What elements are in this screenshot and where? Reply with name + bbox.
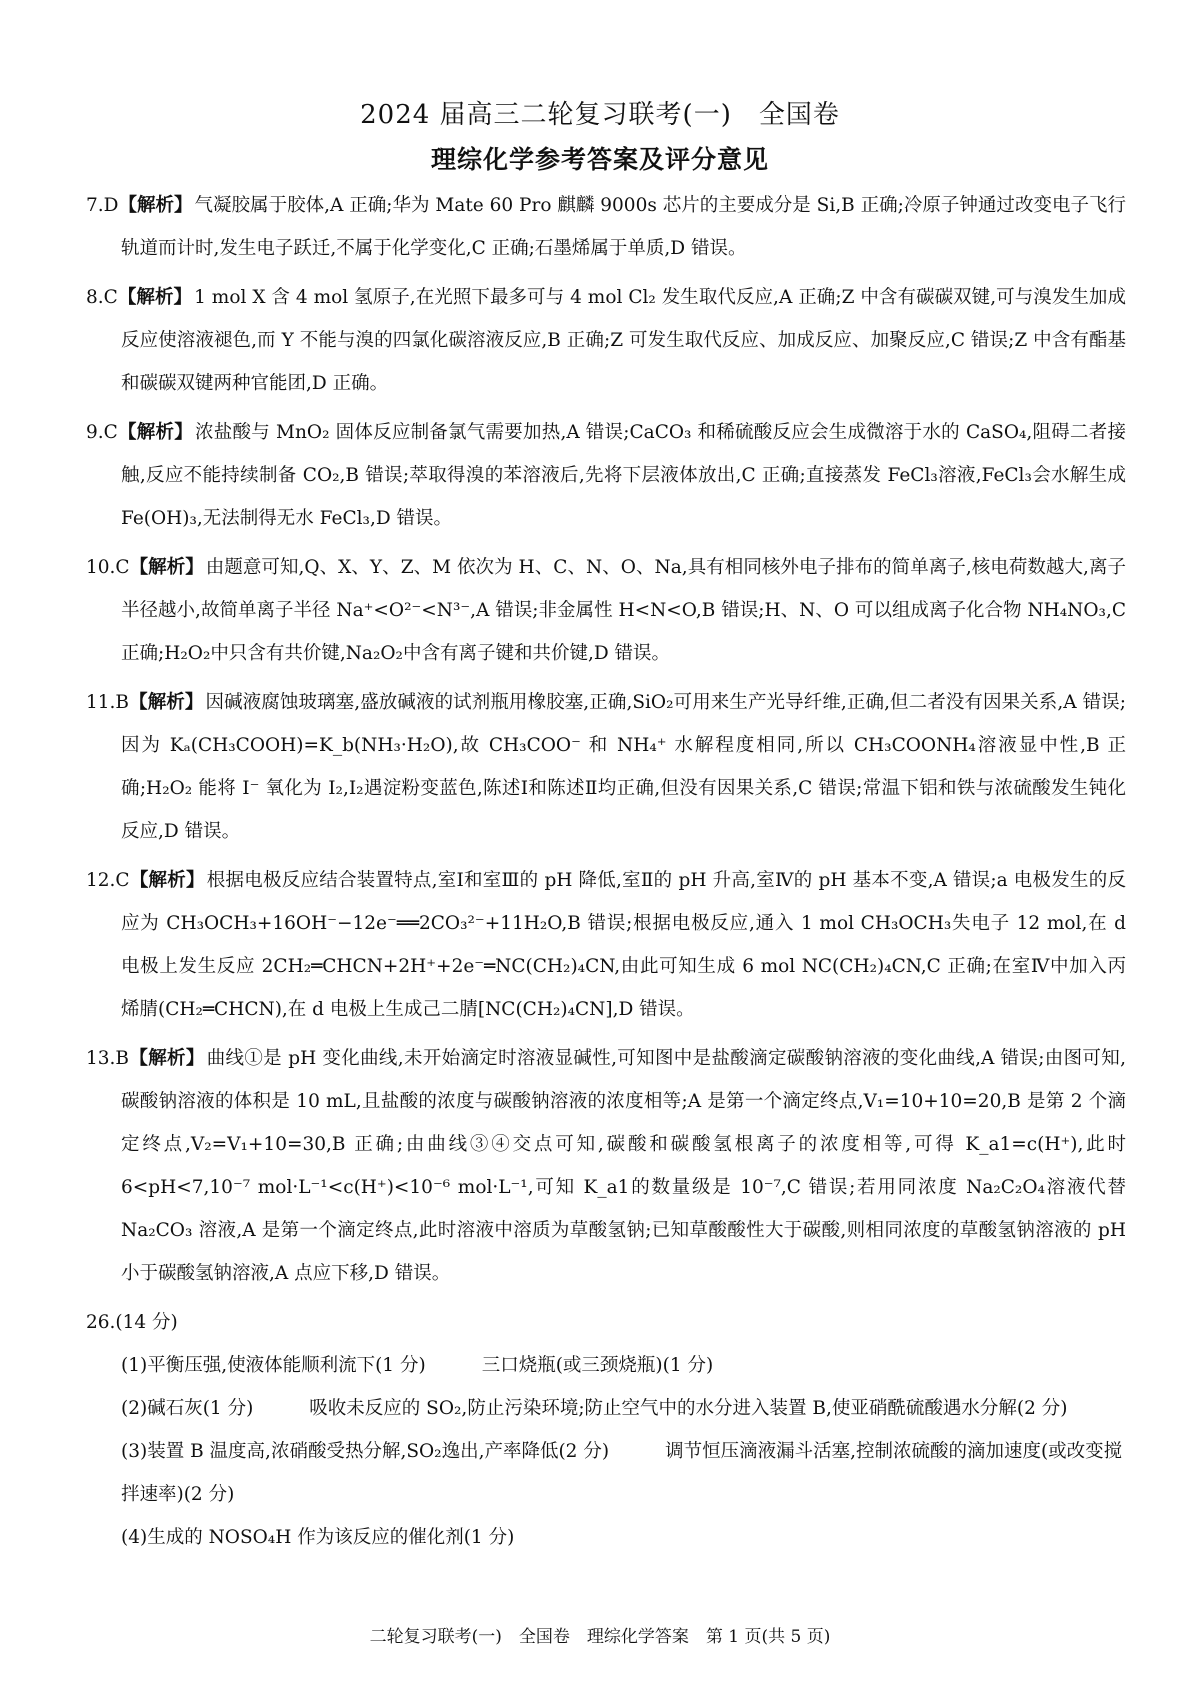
analysis-label: 【解析】	[129, 870, 205, 891]
question-number: 10.C	[86, 557, 130, 578]
answer-text: 由题意可知,Q、X、Y、Z、M 依次为 H、C、N、O、Na,具有相同核外电子排布的简单离子,核电荷数越大,离子半径越小,故简单离子半径 Na⁺<O²⁻<N³⁻,A 错误;非金属性 H<N<O,B 错误;H、N、O 可以组成离子化合物 NH₄NO₃,C 正确;H₂O₂中只含有共价键,Na₂O₂中含有离子键和共价键,D 错误。	[121, 557, 1126, 664]
answer-list	[86, 184, 1126, 1559]
analysis-label: 【解析】	[129, 557, 204, 578]
q26-part-2	[86, 1387, 1126, 1430]
q26-part-1	[86, 1344, 1126, 1387]
question-number: 12.C	[86, 870, 130, 891]
q26-part-1-a: (1)平衡压强,使液体能顺利流下(1 分)	[121, 1355, 426, 1376]
question-number: 11.B	[86, 692, 130, 713]
answer-text: 因碱液腐蚀玻璃塞,盛放碱液的试剂瓶用橡胶塞,正确,SiO₂可用来生产光导纤维,正确,但二者没有因果关系,A 错误;因为 Kₐ(CH₃COOH)=K_b(NH₃·H₂O),故 CH₃COO⁻ 和 NH₄⁺ 水解程度相同,所以 CH₃COONH₄溶液显中性,B 正确;H₂O₂ 能将 I⁻ 氧化为 I₂,I₂遇淀粉变蓝色,陈述Ⅰ和陈述Ⅱ均正确,但没有因果关系,C 错误;常温下铝和铁与浓硫酸发生钝化反应,D 错误。	[121, 692, 1126, 842]
answer-text: 1 mol X 含 4 mol 氢原子,在光照下最多可与 4 mol Cl₂ 发生取代反应,A 正确;Z 中含有碳碳双键,可与溴发生加成反应使溶液褪色,而 Y 不能与溴的四氯化碳溶液反应,B 正确;Z 可发生取代反应、加成反应、加聚反应,C 错误;Z 中含有酯基和碳碳双键两种官能团,D 正确。	[121, 287, 1126, 394]
answer-text: 根据电极反应结合装置特点,室Ⅰ和室Ⅲ的 pH 降低,室Ⅱ的 pH 升高,室Ⅳ的 pH 基本不变,A 错误;a 电极发生的反应为 CH₃OCH₃+16OH⁻−12e⁻══2CO₃²⁻+11H₂O,B 错误;根据电极反应,通入 1 mol CH₃OCH₃失电子 12 mol,在 d 电极上发生反应 2CH₂═CHCN+2H⁺+2e⁻═NC(CH₂)₄CN,由此可知生成 6 mol NC(CH₂)₄CN,C 正确;在室Ⅳ中加入丙烯腈(CH₂═CHCN),在 d 电极上生成己二腈[NC(CH₂)₄CN],D 错误。	[121, 870, 1126, 1020]
answer-item-12	[86, 859, 1126, 1031]
answer-text: 气凝胶属于胶体,A 正确;华为 Mate 60 Pro 麒麟 9000s 芯片的主要成分是 Si,B 正确;冷原子钟通过改变电子飞行轨道而计时,发生电子跃迁,不属于化学变化,C 正确;石墨烯属于单质,D 错误。	[121, 195, 1126, 259]
analysis-label: 【解析】	[129, 692, 204, 713]
q26-part-2-b: 吸收未反应的 SO₂,防止污染环境;防止空气中的水分进入装置 B,使亚硝酰硫酸遇水分解(2 分)	[309, 1398, 1068, 1419]
analysis-label: 【解析】	[129, 1048, 205, 1069]
answer-item-13	[86, 1037, 1126, 1295]
answer-text: 浓盐酸与 MnO₂ 固体反应制备氯气需要加热,A 错误;CaCO₃ 和稀硫酸反应会生成微溶于水的 CaSO₄,阻碍二者接触,反应不能持续制备 CO₂,B 错误;萃取得溴的苯溶液后,先将下层液体放出,C 正确;直接蒸发 FeCl₃溶液,FeCl₃会水解生成 Fe(OH)₃,无法制得无水 FeCl₃,D 错误。	[121, 422, 1126, 529]
analysis-label: 【解析】	[117, 422, 193, 443]
question-number: 7.D	[86, 195, 119, 216]
answer-item-7	[86, 184, 1126, 270]
question-number: 9.C	[86, 422, 118, 443]
page-title: 2024 届高三二轮复习联考(一) 全国卷	[360, 100, 840, 130]
answer-item-26	[86, 1301, 1126, 1559]
analysis-label: 【解析】	[117, 287, 193, 308]
page-footer: 二轮复习联考(一) 全国卷 理综化学答案 第 1 页(共 5 页)	[369, 1627, 831, 1647]
q26-part-4	[86, 1516, 1126, 1559]
q26-part-3	[86, 1430, 1126, 1516]
answer-item-8	[86, 276, 1126, 405]
question-number: 13.B	[86, 1048, 130, 1069]
q26-part-3-a: (3)装置 B 温度高,浓硝酸受热分解,SO₂逸出,产率降低(2 分)	[121, 1441, 610, 1462]
analysis-label: 【解析】	[118, 195, 193, 216]
q26-part-4-text: (4)生成的 NOSO₄H 作为该反应的催化剂(1 分)	[121, 1527, 515, 1548]
q26-part-3-b: 调节恒压滴液漏斗活塞,控制浓硫酸的滴加速度(或改变搅拌速率)(2 分)	[121, 1441, 1123, 1505]
answer-item-9	[86, 411, 1126, 540]
q26-part-1-b: 三口烧瓶(或三颈烧瓶)(1 分)	[481, 1355, 714, 1376]
page-subtitle: 理综化学参考答案及评分意见	[430, 145, 769, 174]
question-26-heading: 26.(14 分)	[86, 1312, 178, 1333]
answer-text: 曲线①是 pH 变化曲线,未开始滴定时溶液显碱性,可知图中是盐酸滴定碳酸钠溶液的变化曲线,A 错误;由图可知,碳酸钠溶液的体积是 10 mL,且盐酸的浓度与碳酸钠溶液的浓度相等;A 是第一个滴定终点,V₁=10+10=20,B 是第 2 个滴定终点,V₂=V₁+10=30,B 正确;由曲线③④交点可知,碳酸和碳酸氢根离子的浓度相等,可得 K_a1=c(H⁺),此时 6<pH<7,10⁻⁷ mol·L⁻¹<c(H⁺)<10⁻⁶ mol·L⁻¹,可知 K_a1的数量级是 10⁻⁷,C 错误;若用同浓度 Na₂C₂O₄溶液代替 Na₂CO₃ 溶液,A 是第一个滴定终点,此时溶液中溶质为草酸氢钠;已知草酸酸性大于碳酸,则相同浓度的草酸氢钠溶液的 pH 小于碳酸氢钠溶液,A 点应下移,D 错误。	[121, 1048, 1126, 1284]
question-number: 8.C	[86, 287, 118, 308]
q26-part-2-a: (2)碱石灰(1 分)	[121, 1398, 254, 1419]
answer-item-10	[86, 546, 1126, 675]
answer-item-11	[86, 681, 1126, 853]
